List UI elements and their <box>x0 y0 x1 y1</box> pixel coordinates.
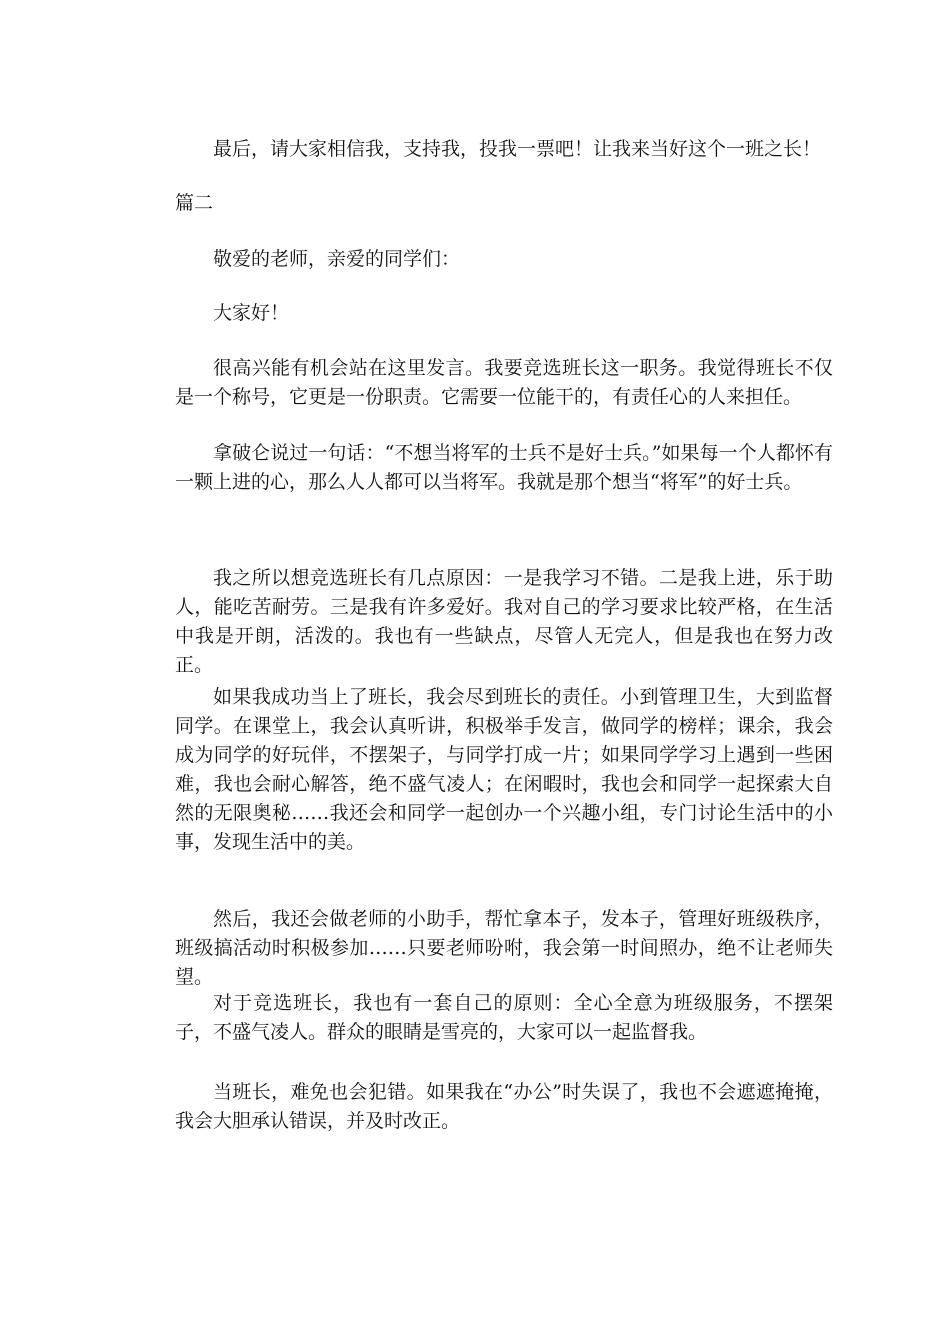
body-paragraph: 很高兴能有机会站在这里发言。我要竞选班长这一职务。我觉得班长不仅是一个称号，它更是一份职责。它需要一位能干的，有责任心的人来担任。 <box>175 357 833 408</box>
body-paragraph: 如果我成功当上了班长，我会尽到班长的责任。小到管理卫生，大到监督同学。在课堂上，我会认真听讲，积极举手发言，做同学的榜样；课余，我会成为同学的好玩伴，不摆架子，与同学打成一片；如果同学学习上遇到一些困难，我也会耐心解答，绝不盛气凌人；在闲暇时，我也会和同学一起探索大自然的无限奥秘……我还会和同学一起创办一个兴趣小组，专门讨论生活中的小事，发现生活中的美。 <box>175 686 833 853</box>
body-paragraph: 然后，我还会做老师的小助手，帮忙拿本子，发本子，管理好班级秩序，班级搞活动时积极参加……只要老师吩咐，我会第一时间照办，绝不让老师失望。 <box>175 908 833 988</box>
closing-paragraph: 最后，请大家相信我，支持我，投我一票吧！让我来当好这个一班之长！ <box>213 138 822 160</box>
body-paragraph: 当班长，难免也会犯错。如果我在“办公”时失误了，我也不会遮遮掩掩，我会大胆承认错误，并及时改正。 <box>175 1081 833 1132</box>
section-heading: 篇二 <box>175 192 214 214</box>
body-paragraph: 拿破仑说过一句话：“不想当将军的士兵不是好士兵。”如果每一个人都怀有一颗上进的心，那么人人都可以当将军。我就是那个想当“将军”的好士兵。 <box>175 442 833 493</box>
salutation: 敬爱的老师，亲爱的同学们： <box>213 248 461 270</box>
body-paragraph: 我之所以想竞选班长有几点原因：一是我学习不错。二是我上进，乐于助人，能吃苦耐劳。三是我有许多爱好。我对自己的学习要求比较严格，在生活中我是开朗，活泼的。我也有一些缺点，尽管人无完人，但是我也在努力改正。 <box>175 567 833 676</box>
greeting: 大家好！ <box>213 302 290 324</box>
body-paragraph: 对于竞选班长，我也有一套自己的原则：全心全意为班级服务，不摆架子，不盛气凌人。群众的眼睛是雪亮的，大家可以一起监督我。 <box>175 992 833 1043</box>
